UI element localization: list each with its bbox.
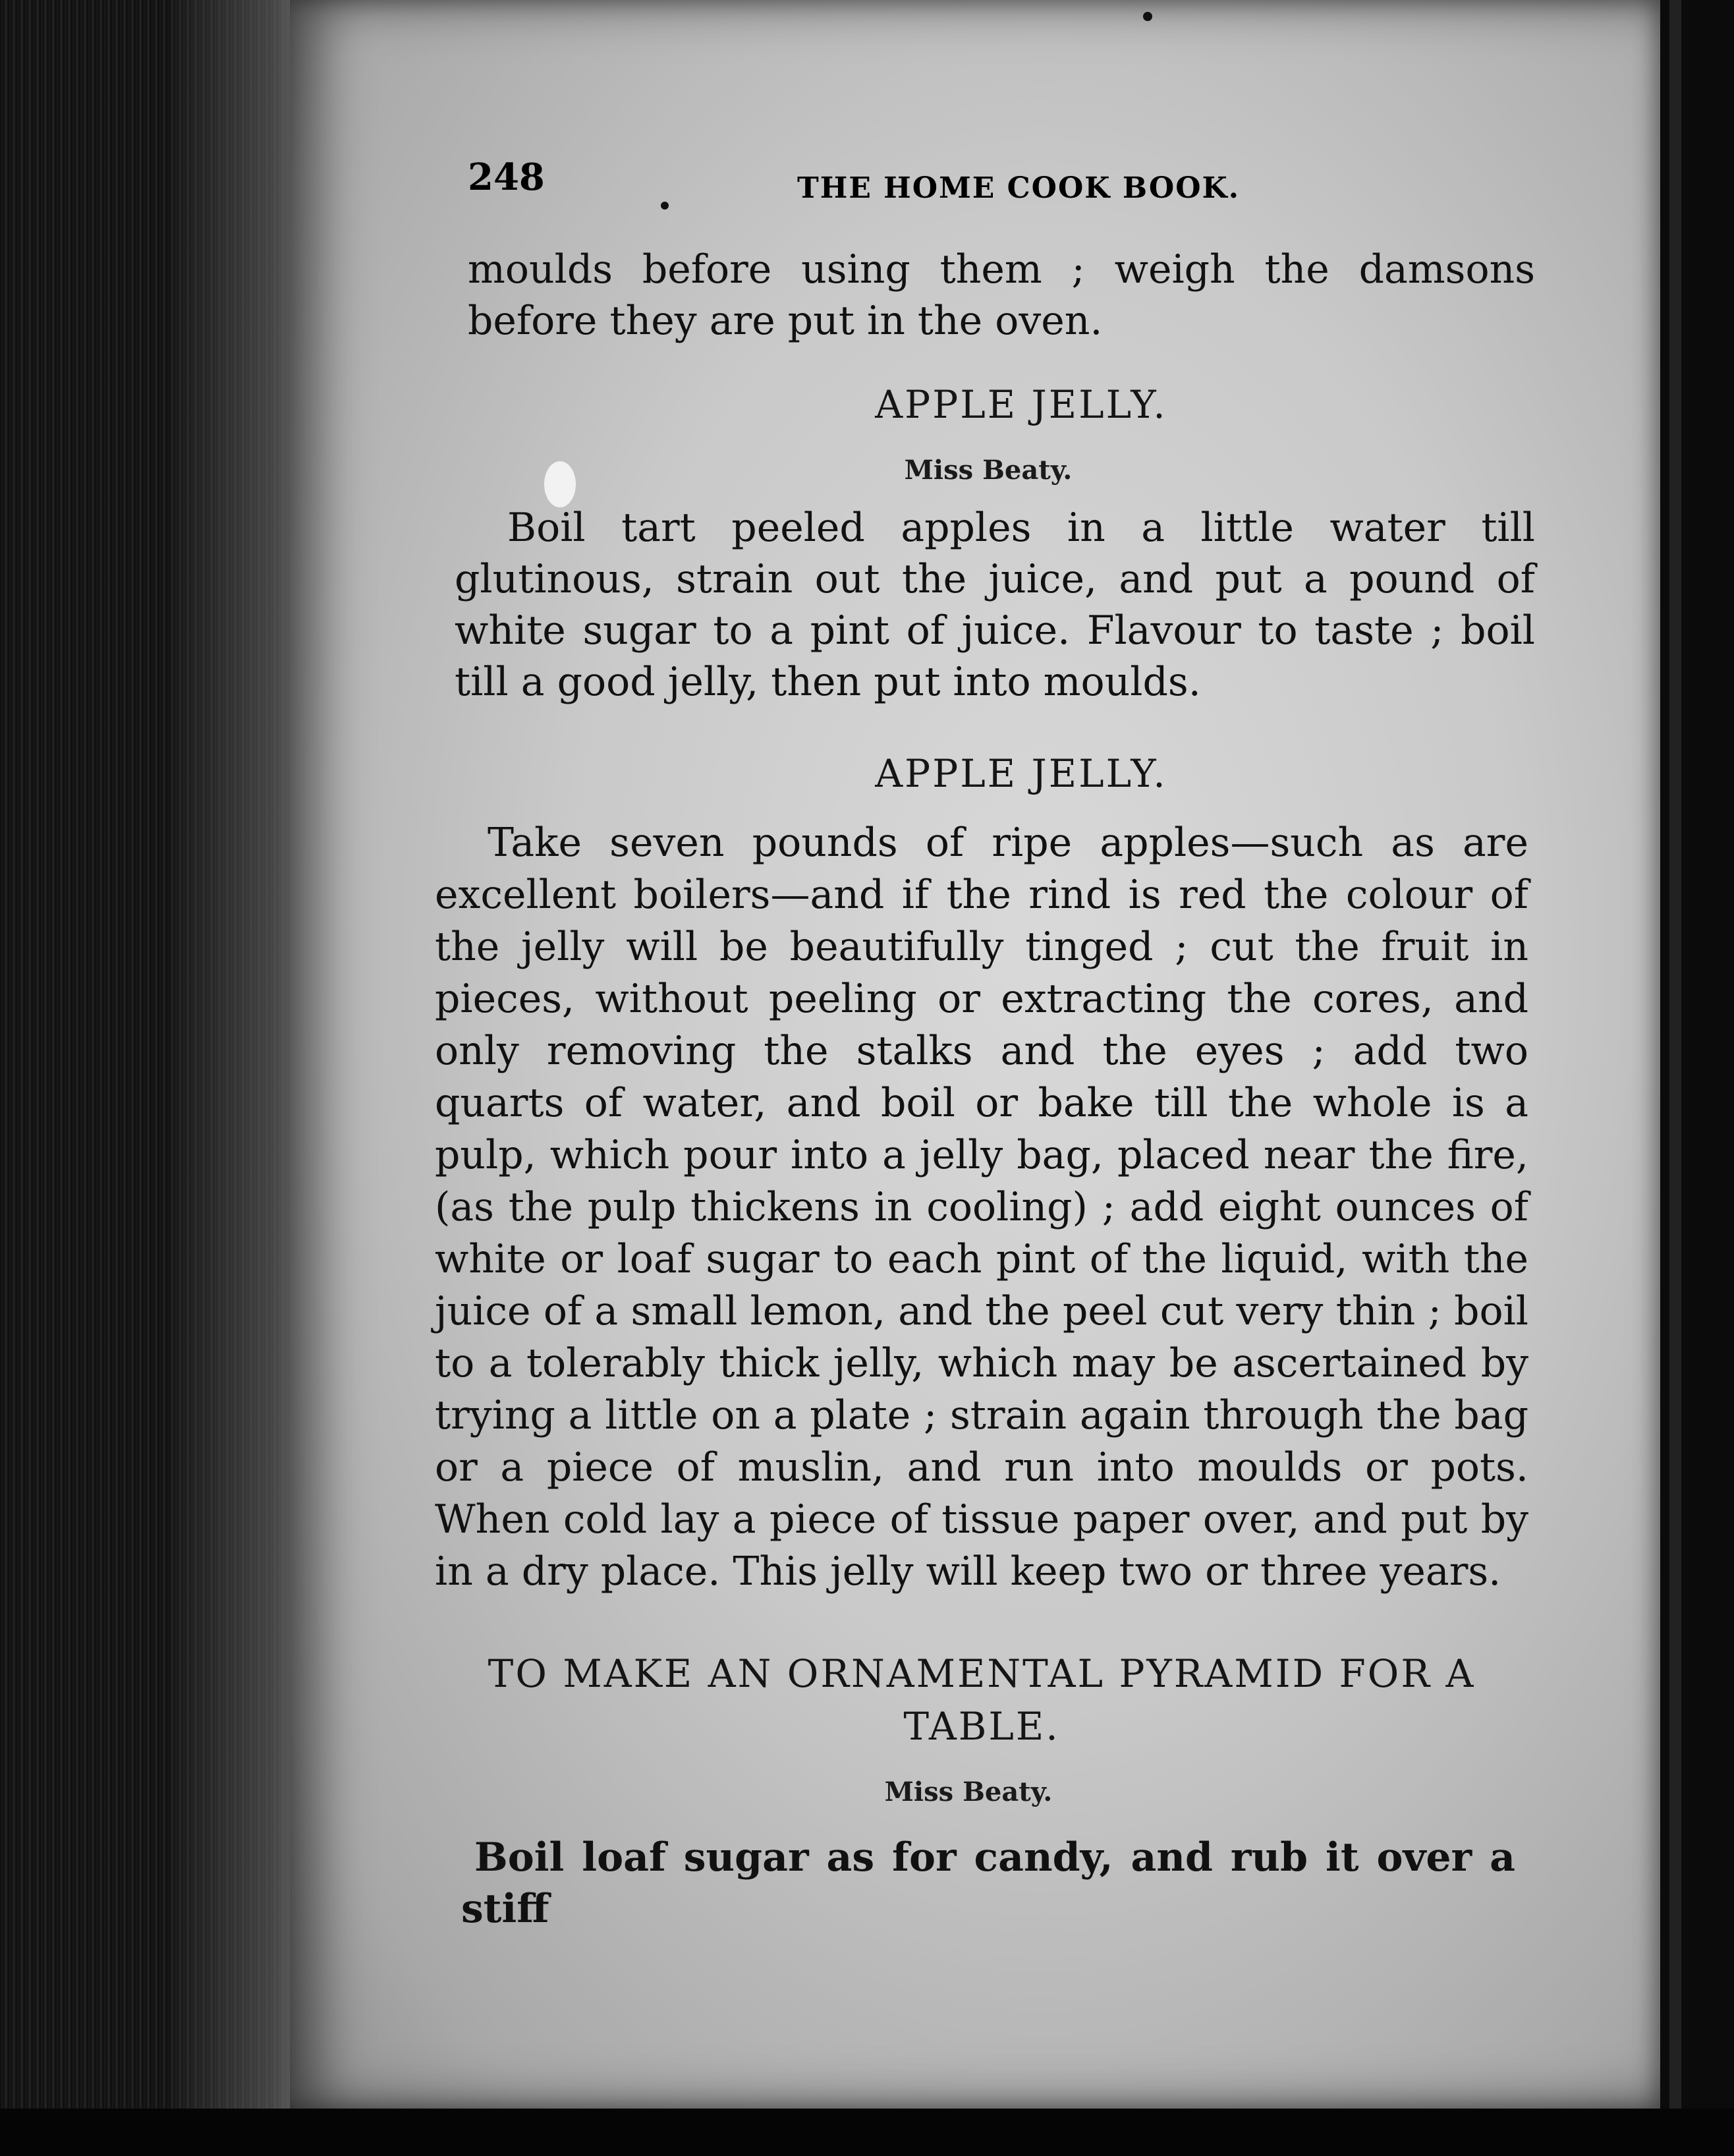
book-title: THE HOME COOK BOOK. <box>797 171 1241 205</box>
recipe-heading: TO MAKE AN ORNAMENTAL PYRAMID FOR A TABLE. <box>488 1651 1476 1749</box>
continuation-paragraph: moulds before using them ; weigh the damsons before they are put in the oven. <box>468 246 1535 344</box>
recipe-attribution: Miss Beaty. <box>884 1776 1053 1807</box>
recipe-body: Take seven pounds of ripe apples—such as are excellent boilers—and if the rind is red the colour of the jelly will be beautifully tinged ; cut the fruit in pieces, without peeling or extracting the cores, and only removing the stalks and the eyes ; add two quarts of water, and boil or bake till the whole is a pulp, which pour into a jelly bag, placed near the fire, (as the pulp thickens in cooling) ; add eight ounces of white or loaf sugar to each pint of the liquid, with the juice of a small lemon, and the peel cut very thin ; boil to a tolerably thick jelly, which may be ascertained by trying a little on a plate ; strain again through the bag or a piece of muslin, and run into moulds or pots. When cold lay a piece of tissue paper over, and put by in a dry place. This jelly will keep two or three years. <box>435 820 1528 1595</box>
book-page-edges <box>0 0 316 2156</box>
running-head <box>468 156 1258 208</box>
scan-speck <box>544 461 576 507</box>
right-scan-line <box>1669 0 1681 2156</box>
recipe-body: Boil loaf sugar as for candy, and rub it over a stiff <box>461 1834 1515 1932</box>
scan-dot <box>1143 12 1152 21</box>
page-number: 248 <box>468 156 545 199</box>
recipe-body: Boil tart peeled apples in a little water till glutinous, strain out the juice, and put a pound of white sugar to a pint of juice. Flavour to taste ; boil till a good jelly, then put into moulds. <box>455 505 1535 705</box>
recipe-heading: APPLE JELLY. <box>875 382 1167 427</box>
bottom-scan-border <box>0 2109 1734 2156</box>
right-scan-border <box>1660 0 1734 2156</box>
recipe-attribution: Miss Beaty. <box>904 455 1073 486</box>
recipe-heading: APPLE JELLY. <box>875 751 1167 796</box>
